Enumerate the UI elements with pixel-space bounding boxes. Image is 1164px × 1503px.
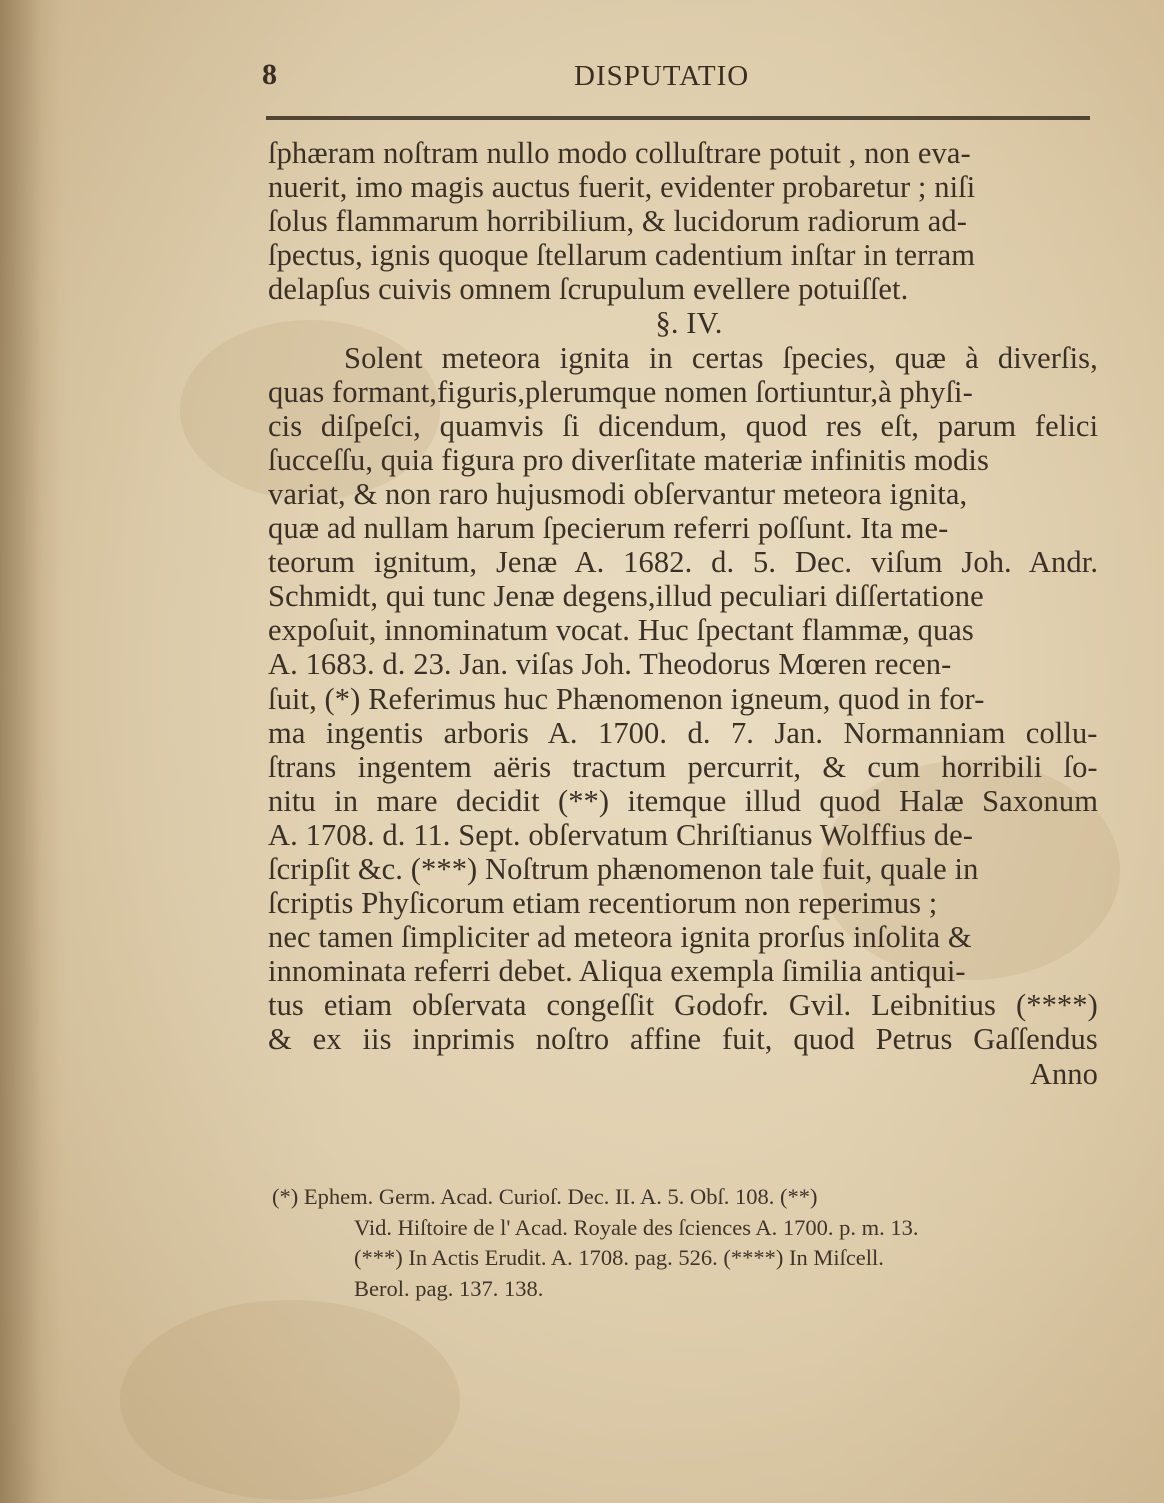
footnote-line: Vid. Hiſtoire de l' Acad. Royale des ſciences A. 1700. p. m. 13. bbox=[354, 1214, 919, 1240]
paper-stain bbox=[120, 1300, 460, 1500]
text-line: quas formant,figuris,plerumque nomen ſortiuntur,à phyſi- bbox=[268, 374, 973, 409]
text-line: ſuit, (*) Referimus huc Phænomenon igneum, quod in for- bbox=[268, 681, 985, 716]
text-line: variat, & non raro hujusmodi obſervantur meteora ignita, bbox=[268, 476, 968, 511]
text-line: teorum ignitum, Jenæ A. 1682. d. 5. Dec. viſum Joh. Andr. bbox=[268, 545, 1099, 580]
footnote-line: Berol. pag. 137. 138. bbox=[354, 1275, 544, 1301]
text-line: expoſuit, innominatum vocat. Huc ſpectant flammæ, quas bbox=[268, 613, 974, 648]
text-line: ſtrans ingentem aëris tractum percurrit, & cum horribili ſo- bbox=[268, 749, 1098, 784]
text-line: tus etiam obſervata congeſſit Godofr. Gvil. Leibnitius (****) bbox=[268, 988, 1098, 1023]
binding-shadow bbox=[0, 0, 60, 1503]
footnotes-block bbox=[272, 1182, 1102, 1304]
header-rule bbox=[266, 116, 1090, 120]
text-line: §. IV. bbox=[655, 306, 723, 341]
text-line: ſcripſit &c. (***) Noſtrum phænomenon tale fuit, quale in bbox=[268, 851, 979, 886]
text-line: A. 1708. d. 11. Sept. obſervatum Chriſtianus Wolffius de- bbox=[268, 817, 973, 852]
text-line: delapſus cuivis omnem ſcrupulum evellere potuiſſet. bbox=[268, 272, 909, 307]
text-line: Schmidt, qui tunc Jenæ degens,illud peculiari diſſertatione bbox=[268, 579, 984, 614]
footnote-line: (*) Ephem. Germ. Acad. Curioſ. Dec. II. A. 5. Obſ. 108. (**) bbox=[272, 1184, 818, 1209]
running-title: DISPUTATIO bbox=[574, 60, 750, 92]
text-line: ſpectus, ignis quoque ſtellarum cadentium inſtar in terram bbox=[268, 238, 976, 273]
text-line: Anno bbox=[1029, 1056, 1098, 1091]
text-line: quæ ad nullam harum ſpecierum referri poſſunt. Ita me- bbox=[268, 511, 949, 546]
text-line: ma ingentis arboris A. 1700. d. 7. Jan. Normanniam collu- bbox=[268, 715, 1098, 750]
main-text-block bbox=[268, 136, 1098, 1091]
text-line: nec tamen ſimpliciter ad meteora ignita prorſus inſolita & bbox=[268, 920, 972, 955]
text-line: ſphæram noſtram nullo modo colluſtrare potuit , non eva- bbox=[268, 136, 971, 170]
text-line: ſcriptis Phyſicorum etiam recentiorum non reperimus ; bbox=[268, 886, 938, 921]
text-line: Solent meteora ignita in certas ſpecies, quæ à diverſis, bbox=[344, 340, 1098, 375]
footnote-line: (***) In Actis Erudit. A. 1708. pag. 526. (****) In Miſcell. bbox=[354, 1245, 884, 1270]
text-line: ſolus flammarum horribilium, & lucidorum radiorum ad- bbox=[268, 204, 968, 239]
page-number: 8 bbox=[262, 58, 277, 91]
text-line: A. 1683. d. 23. Jan. viſas Joh. Theodorus Mœren recen- bbox=[268, 647, 952, 682]
text-line: nitu in mare decidit (**) itemque illud quod Halæ Saxonum bbox=[268, 783, 1099, 818]
text-line: ſucceſſu, quia figura pro diverſitate materiæ infinitis modis bbox=[268, 442, 989, 477]
text-line: nuerit, imo magis auctus fuerit, evidenter probaretur ; niſi bbox=[268, 170, 976, 205]
page-header bbox=[262, 58, 1092, 98]
text-line: cis diſpeſci, quamvis ſi dicendum, quod res eſt, parum felici bbox=[268, 408, 1099, 443]
text-line: innominata referri debet. Aliqua exempla ſimilia antiqui- bbox=[268, 954, 966, 989]
text-line: & ex iis inprimis noſtro affine fuit, quod Petrus Gaſſendus bbox=[268, 1022, 1098, 1057]
